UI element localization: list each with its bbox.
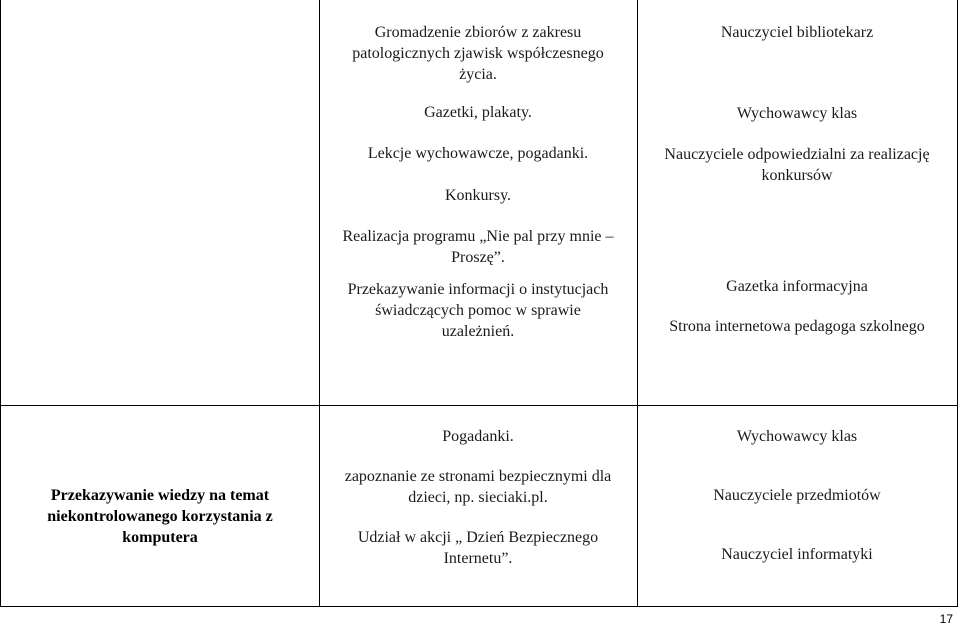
row2-topic-cell <box>18 485 302 548</box>
activity-institutions-info: Przekazywanie informacji o instytucjach świadczących pomoc w sprawie uzależnień. <box>347 281 609 340</box>
activity-safer-internet-day: Udział w akcji „ Dzień Bezpiecznego Internetu”. <box>357 529 599 567</box>
info-bulletin: Gazetka informacyjna <box>726 278 868 295</box>
responsible-contest-teachers: Nauczyciele odpowiedzialni za realizację konkursów <box>664 146 930 184</box>
row1-responsible-cell <box>643 22 951 337</box>
responsible-class-teachers-2: Wychowawcy klas <box>736 428 858 445</box>
table-border-bottom <box>0 606 958 607</box>
table-border-right <box>957 0 958 607</box>
responsible-class-teachers: Wychowawcy klas <box>736 105 858 122</box>
responsible-it-teacher: Nauczyciel informatyki <box>721 546 873 563</box>
responsible-librarian: Nauczyciel bibliotekarz <box>720 24 874 41</box>
responsible-subject-teachers: Nauczyciele przedmiotów <box>713 487 881 504</box>
page-number: 17 <box>939 612 953 626</box>
activity-collecting-materials: Gromadzenie zbiorów z zakresu patologicznych zjawisk współczesnego życia. <box>352 24 604 83</box>
activity-program: Realizacja programu „Nie pal przy mnie – Proszę”. <box>342 228 614 266</box>
activity-talks: Pogadanki. <box>442 428 514 445</box>
topic-title: Przekazywanie wiedzy na temat niekontrolowanego korzystania z komputera <box>47 487 273 546</box>
row-divider <box>0 405 958 406</box>
pedagogue-website: Strona internetowa pedagoga szkolnego <box>669 318 925 335</box>
table-border-left <box>0 0 1 607</box>
activity-contests: Konkursy. <box>444 187 512 204</box>
row2-responsible-cell <box>643 426 951 565</box>
activity-lessons: Lekcje wychowawcze, pogadanki. <box>367 145 589 162</box>
column-divider-1 <box>319 0 320 607</box>
activity-posters: Gazetki, plakaty. <box>424 104 532 121</box>
row2-activities-cell <box>325 426 631 569</box>
column-divider-2 <box>637 0 638 607</box>
row1-activities-cell <box>325 22 631 342</box>
activity-safe-websites: zapoznanie ze stronami bezpiecznymi dla dzieci, np. sieciaki.pl. <box>344 468 612 506</box>
